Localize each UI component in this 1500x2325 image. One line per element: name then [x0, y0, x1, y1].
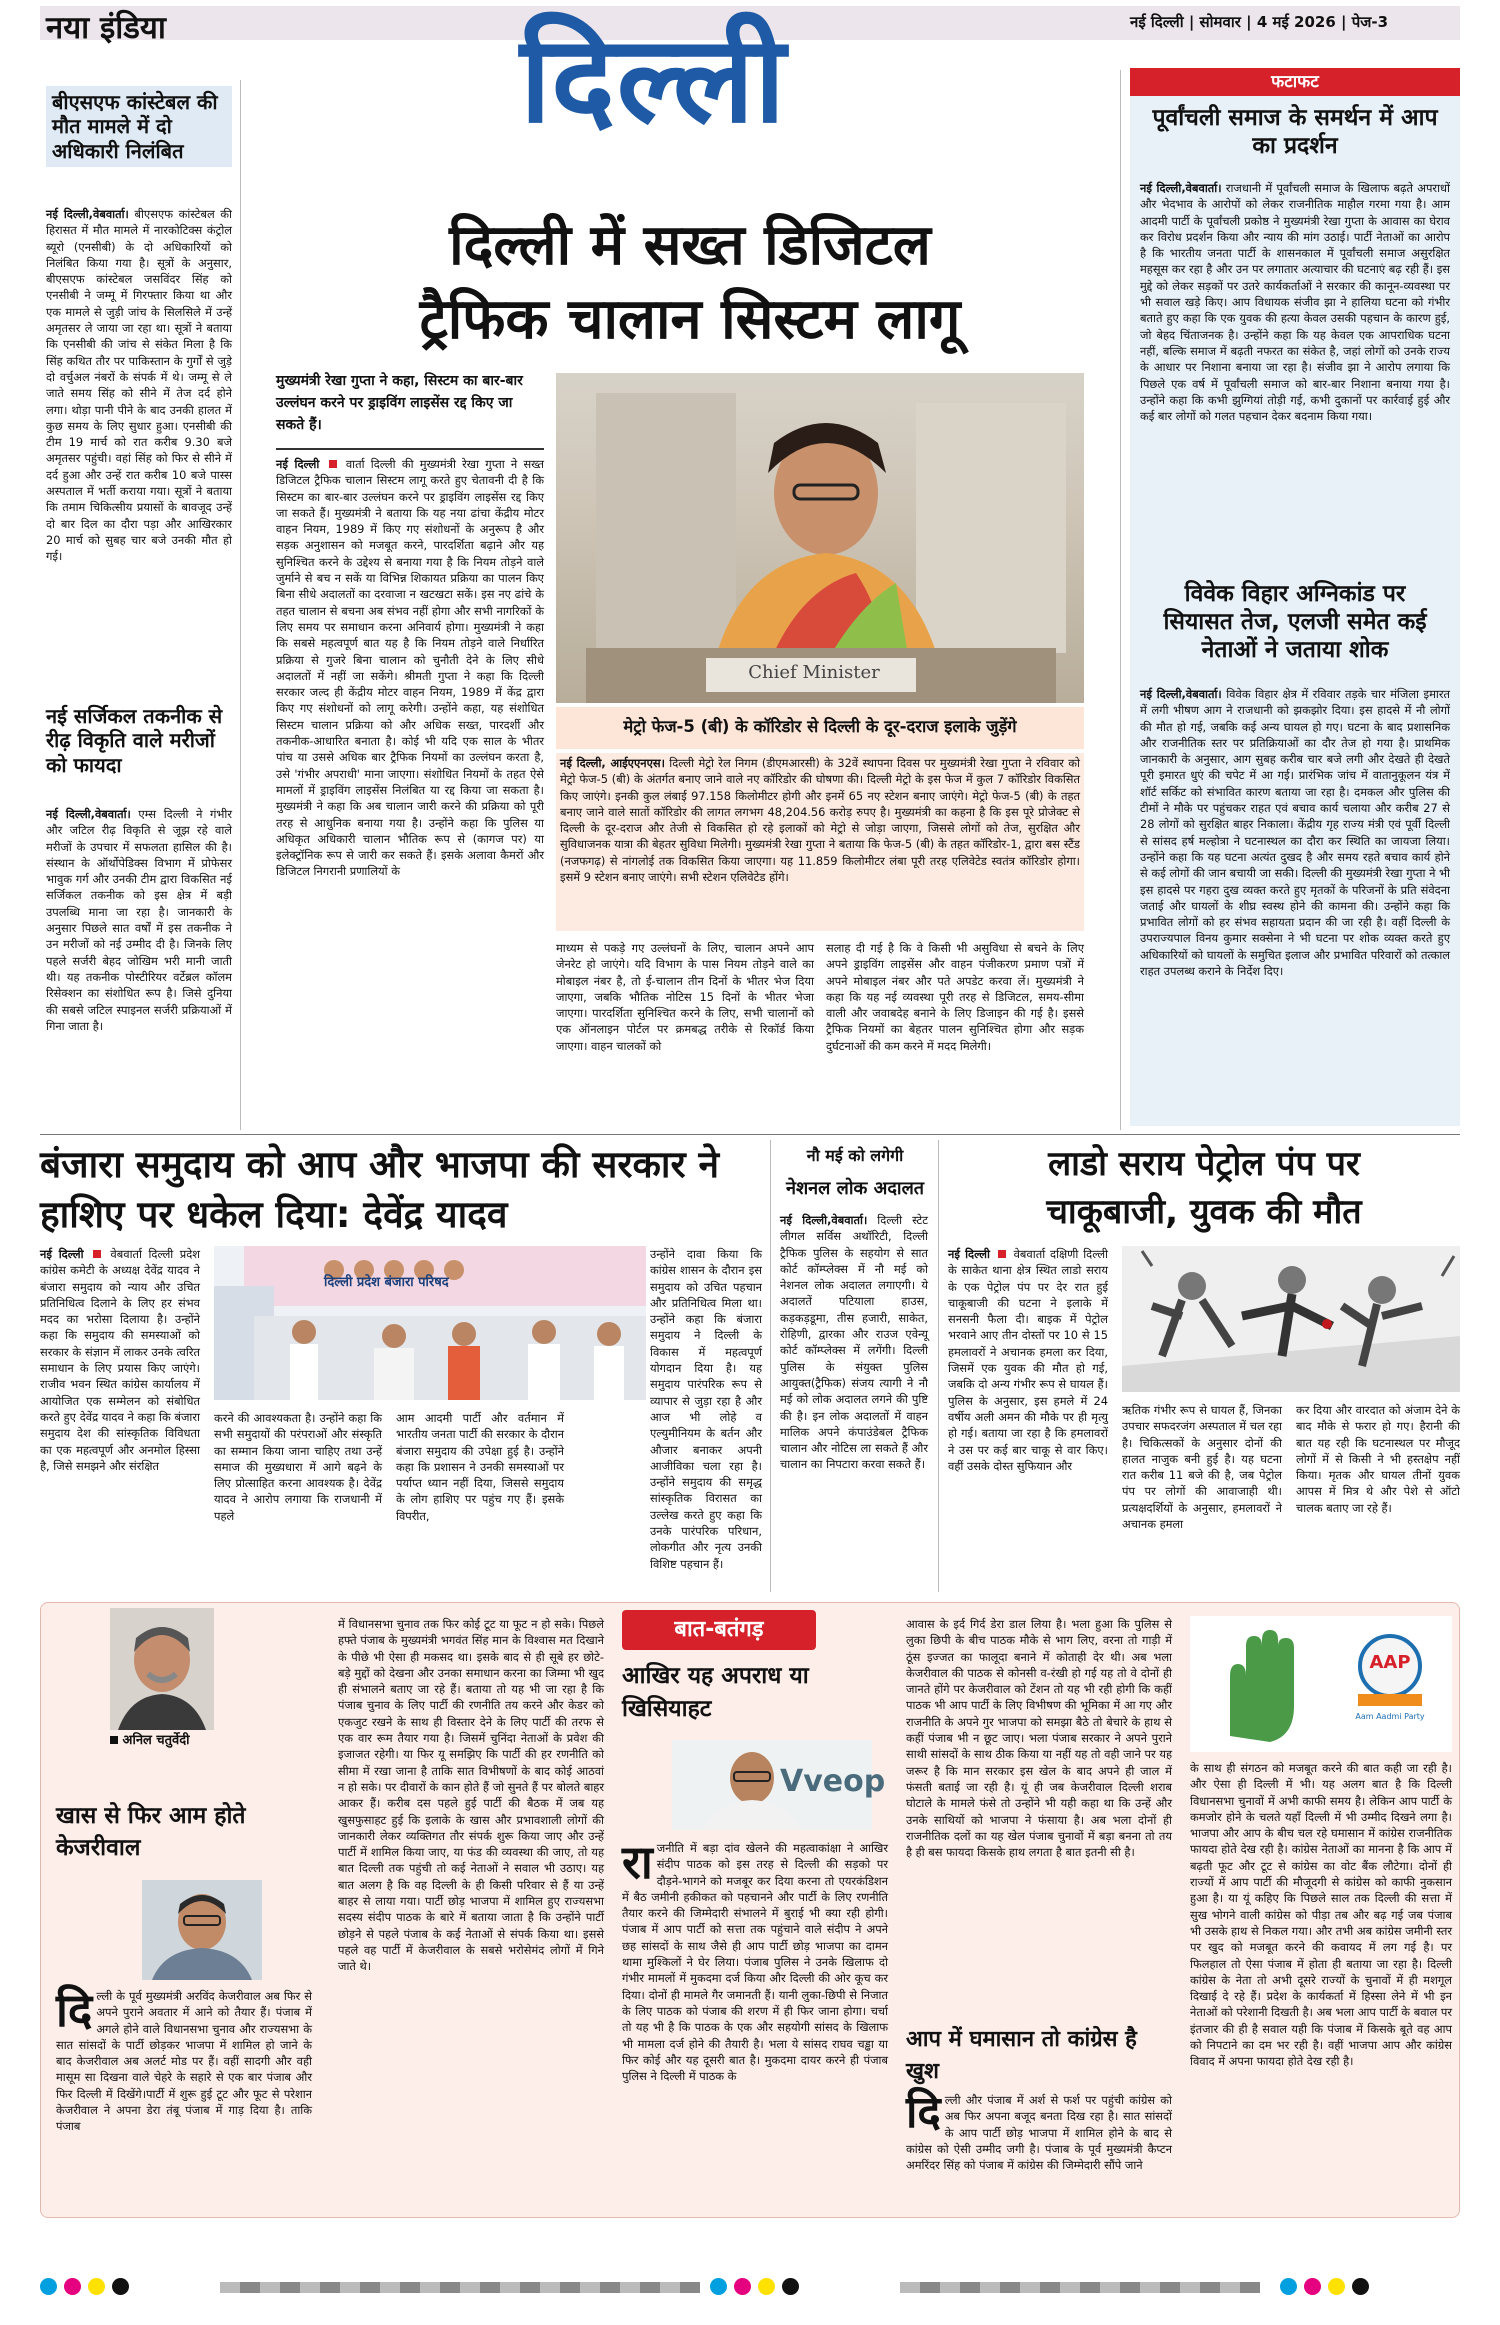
left-story-1-dateline: नई दिल्ली,वेबवार्ता। — [46, 207, 129, 221]
aap-logo-text: AAP — [1369, 1652, 1411, 1673]
lado-sarai-illustration — [1122, 1246, 1460, 1392]
fatafat-story1-dateline: नई दिल्ली,वेबवार्ता। — [1140, 181, 1222, 195]
banjara-agency: वेबवार्ता — [110, 1247, 142, 1261]
fatafat-story2-dateline: नई दिल्ली,वेबवार्ता। — [1140, 687, 1222, 701]
masthead-city: नई दिल्ली — [1130, 13, 1184, 31]
left-story-2-dateline: नई दिल्ली,वेबवार्ता। — [46, 807, 131, 821]
registration-dot — [1304, 2278, 1321, 2295]
byline-square-icon — [110, 1736, 118, 1744]
opinion-headline: खास से फिर आम होते केजरीवाल — [56, 1803, 246, 1861]
lado-sarai-body-col3: कर दिया और वारदात को अंजाम देने के बाद मौके से फरार हो गए। हैरानी की बात यह रही कि घटनास्थल पर मौजूद लोगों में से किसी ने भी हस्तक्षेप नहीं किया। मृतक और घायल तीनों युवक आपस में मित्र थे और पेशे से ऑटो चालक बताए जा रहे हैं। — [1296, 1403, 1460, 1515]
banjara-body-col1 — [40, 1246, 200, 1591]
print-marks-footer — [40, 2276, 1460, 2298]
registration-dots-left — [40, 2278, 136, 2299]
lado-sarai-agency: वेबवार्ता — [1013, 1247, 1046, 1261]
left-story-1-headline: बीएसएफ कांस्टेबल की मौत मामले में दो अधिकारी निलंबित — [52, 90, 218, 163]
author-byline — [110, 1730, 214, 1748]
fatafat-story1-text: राजधानी में पूर्वांचली समाज के खिलाफ बढ़ते अपराधों और भेदभाव के आरोपों को लेकर राजनीतिक माहौल गरमा गया है। आम आदमी पार्टी के पूर्वांचली प्रकोष्ठ ने मुख्यमंत्री रेखा गुप्ता के आवास का घेराव कर विरोध प्रदर्शन किया और न्याय की मांग उठाई। पार्टी नेताओं का आरोप है कि भारतीय जनता पार्टी के शासनकाल में पूर्वांचली समाज असुरक्षित महसूस कर रहा है और उन पर लगातार अत्याचार की घटनाएं बढ़ रही हैं। इस मुद्दे को लेकर सड़कों पर उतरे कार्यकर्ताओं ने सरकार की कानून-व्यवस्था पर भी सवाल खड़े किए। आप विधायक संजीव झा ने हालिया घटना को गंभीर बताते हुए कहा कि एक युवक की हत्या केवल उसकी पहचान के कारण हुई, जो बेहद चिंताजनक है। उन्होंने कहा कि यह केवल एक आपराधिक घटना नहीं, बल्कि समाज में बढ़ती नफरत का संकेत है, जहां लोगों को उनके राज्य के आधार पर निशाना बनाया जा रहा है। संजीव झा ने आरोप लगाया कि पिछले एक वर्ष में पूर्वांचली समाज को बार-बार निशाना बनाया गया है। उन्होंने कहा कि कभी झुग्गियां तोड़ी गई, कभी दुकानों पर कार्रवाई हुई और कई बार लोगों को गलत पहचान देकर बदनाम किया गया। — [1140, 181, 1450, 424]
metro-text: दिल्ली मेट्रो रेल निगम (डीएमआरसी) के 32वें स्थापना दिवस पर मुख्यमंत्री रेखा गुप्ता ने रविवार को मेट्रो फेज-5 (बी) के अंतर्गत बनाए जाने वाले नए कॉरिडोर की घोषणा की। दिल्ली मेट्रो के इस फेज में कुल 7 कॉरिडोर विकसित किए जाएंगे। इनकी कुल लंबाई 97.158 किलोमीटर होगी और इनमें 65 नए स्टेशन बनाए जाएंगे। मेट्रो फेज-5 (बी) के तहत बनाए जाने वाले सातों कॉरिडोर की लागत लगभग 48,204.56 करोड़ रुपए है। मुख्यमंत्री का कहना है कि इस पूरे प्रोजेक्ट से दिल्ली के दूर-दराज और तेजी से विकसित हो रहे इलाकों को मेट्रो से जोड़ा जाएगा, जिससे लोगों को तेज, सुरक्षित और सुविधाजनक यात्रा की बेहतर सुविधा मिलेगी। मुख्यमंत्री रेखा गुप्ता ने बताया कि फेज-5 (बी) के तहत कॉरिडोर-1, द्वारा बस स्टैंड (नजफगढ़) से नांगलोई तक विकसित किया जाएगा। यह 11.859 किलोमीटर लंबा पूरी तरह एलिवेटेड स्वतंत्र कॉरिडोर होगा। इसमें 9 स्टेशन बनाए जाएंगे। सभी स्टेशन एलिवेटेड होंगे। — [560, 756, 1081, 885]
banjara-dateline: नई दिल्ली — [40, 1247, 84, 1261]
registration-dot — [112, 2278, 129, 2295]
dateline-square-icon — [329, 460, 337, 468]
lado-sarai-body-col1 — [948, 1246, 1108, 1591]
lead-right-rule — [1120, 70, 1121, 1130]
baat-batangad-label: बात-बतंगड़ — [622, 1610, 816, 1650]
fatafat-story2-text: विवेक विहार क्षेत्र में रविवार तड़के चार मंजिला इमारत में लगी भीषण आग ने राजधानी को झकझोर दिया। इस हादसे में नौ लोगों की मौत हो गई, जबकि कई अन्य घायल हो गए। घटना के बाद प्रशासनिक और राजनीतिक स्तर पर प्रतिक्रियाओं का दौर तेज हो गया है। प्राथमिक जानकारी के अनुसार, आग सुबह करीब चार बजे लगी और देखते ही देखते पूरी इमारत धुएं की चपेट में आ गई। प्रारंभिक जांच में वातानुकूलन यंत्र में शॉर्ट सर्किट को संभावित कारण बताया जा रहा है। दमकल और पुलिस की टीमों ने मौके पर पहुंचकर राहत एवं बचाव कार्य चलाया और करीब 27 से 28 लोगों को सुरक्षित बाहर निकाला। केंद्रीय गृह राज्य मंत्री एवं पूर्वी दिल्ली से सांसद हर्ष मल्होत्रा ने घटनास्थल का दौरा कर स्थिति का जायजा लिया। उन्होंने कहा कि यह घटना अत्यंत दुखद है और समय रहते बचाव कार्य होने से कई लोगों की जान बचायी जा सकी। दिल्ली की मुख्यमंत्री रेखा गुप्ता ने भी इस हादसे पर गहरा दुख व्यक्त करते हुए मृतकों के परिजनों के प्रति संवेदना जताई और घायलों के शीघ्र स्वस्थ होने की कामना की। उन्होंने कहा कि प्रभावित लोगों को हर संभव सहायता प्रदान की जा रही है। वहीं दिल्ली के उपराज्यपाल विनय कुमार सक्सेना ने भी घटना पर शोक व्यक्त करते हुए अधिकारियों को घायलों के समुचित इलाज और प्रभावित परिवारों को तत्काल राहत उपलब्ध कराने के निर्देश दिए। — [1140, 687, 1450, 979]
lok-adalat-body — [780, 1212, 928, 1592]
lead-photo — [556, 373, 1084, 703]
registration-dots-right — [1280, 2278, 1376, 2299]
registration-dot — [710, 2278, 727, 2295]
nameplate-text: Chief Minister — [748, 662, 880, 683]
lead-body-col1 — [276, 456, 544, 1116]
opinion-col4-part2-text: ल्ली और पंजाब में अर्श से फर्श पर पहुंची कांग्रेस को अब फिर अपना बजूद बनता दिख रहा है। सात सांसदों के आप पार्टी छोड़ भाजपा में शामिल होने के बाद से कांग्रेस को ऐसी उम्मीद जगी है। पंजाब के पूर्व मुख्यमंत्री कैप्टन अमरिंदर सिंह को पंजाब में कांग्रेस की जिम्मेदारी सौंपे जाने — [906, 2093, 1172, 2173]
masthead-meta: नई दिल्ली | सोमवार | 4 मई 2026 | पेज-3 — [1130, 13, 1389, 31]
section-title: दिल्ली — [520, 11, 788, 150]
registration-dot — [1352, 2278, 1369, 2295]
stabbing-illustration-icon — [1122, 1246, 1460, 1392]
registration-dot — [758, 2278, 775, 2295]
metro-dateline: नई दिल्ली, आईएएनएस। — [560, 756, 665, 770]
lead-agency: वार्ता — [345, 457, 365, 471]
lead-dateline: नई दिल्ली — [276, 457, 320, 471]
banjara-photo-banner: दिल्ली प्रदेश बंजारा परिषद — [324, 1275, 449, 1290]
lok-adalat-dateline: नई दिल्ली,वेबवार्ता। — [780, 1213, 868, 1227]
registration-dot — [88, 2278, 105, 2295]
paper-name: नया इंडिया — [46, 10, 166, 46]
lead-body-col3: सलाह दी गई है कि वे किसी भी असुविधा से बचने के लिए अपने ड्राइविंग लाइसेंस और वाहन पंजीकरण प्रमाण पत्रों में अपने मोबाइल नंबर और पते अपडेट करवा लें। मुख्यमंत्री ने कहा कि यह नई व्यवस्था पूरी तरह से डिजिटल, समय-सीमा वाली और जवाबदेह बनाने के लिए डिजाइन की गई है। इससे ट्रैफिक नियमों का बेहतर पालन सुनिश्चित होगा और सड़क दुर्घटनाओं की कम करने में मदद मिलेगी। — [826, 941, 1084, 1053]
fatafat-story2-headline: विवेक विहार अग्निकांड पर सियासत तेज, एलजी समेत कई नेताओं ने जताया शोक — [1163, 581, 1427, 664]
lok-adalat-rule — [938, 1140, 939, 1592]
left-story-1-headline-box — [46, 86, 232, 167]
party-logos — [1190, 1616, 1452, 1752]
opinion-col3-text: जनीति में बड़ा दांव खेलने की महत्वाकांक्षा ने आखिर संदीप पाठक को इस तरह से दिल्ली की सड़को पर दौड़ने-भागने को मजबूर कर दिया करना तो एयरकंडिशन में बैठ जमीनी हकीकत को पहचानने और पार्टी के लिए रणनीति तैयार करने की जिम्मेदारी संभालने में बुराई भी क्या रही होगी। पंजाब में आप पार्टी को सत्ता तक पहुंचाने वाले संदीप ने अपने छह सांसदों के साथ जैसे ही आप पार्टी छोड़ भाजपा का दामन थामा मुश्किलों ने घेर लिया। पंजाब पुलिस ने उनके खिलाफ दो गंभीर मामलों में मुकदमा दर्ज किया और दिल्ली की ओर कूच कर दिया। दोनों ही मामले गैर जमानती हैं। यानी लुका-छिपी से निजात के लिए पाठक को पंजाब की शरण में ही फिर जाना होगा। चर्चा तो यह भी है कि पाठक के एक और सहयोगी सांसद के खिलाफ भी मामला दर्ज होने की तैयारी है। भला ये सांसद राघव चड्ढा या फिर कोई और यह दूसरी बात है। मुकदमा दायर करने ही पंजाब पुलिस ने दिल्ली में पाठक के — [622, 1841, 888, 2084]
banjara-body-col3: आम आदमी पार्टी और वर्तमान में भारतीय जनता पार्टी की सरकार के दौरान बंजारा समुदाय की उपेक्षा हुई है। उन्होंने कहा कि प्रशासन ने उनकी समस्याओं पर पर्याप्त ध्यान नहीं दिया, जिससे समुदाय के लोग हाशिए पर पहुंच गए हैं। इसके विपरीत, — [396, 1411, 564, 1523]
metro-headline-box — [556, 707, 1084, 749]
registration-dot — [1280, 2278, 1297, 2295]
left-column-rule — [240, 80, 241, 1130]
print-bar-right — [900, 2282, 1260, 2293]
aap-logo-sub: Aam Aadmi Party — [1355, 1712, 1425, 1721]
banjara-event-photo-icon — [214, 1246, 646, 1400]
banjara-headline: बंजारा समुदाय को आप और भाजपा की सरकार ने हाशिए पर धकेल दिया: देवेंद्र यादव — [40, 1143, 720, 1236]
lead-body-col2: माध्यम से पकड़े गए उल्लंघनों के लिए, चालान अपने आप जेनरेट हो जाएंगे। यदि विभाग के पास नियम तोड़ने वाले का मोबाइल नंबर है, तो ई-चालान तीन दिनों के भीतर भेज दिया जाएगा, जबकि भौतिक नोटिस 15 दिनों के भीतर भेजा जाएगा। पारदर्शिता सुनिश्चित करने के लिए, सभी चालानों को एक ऑनलाइन पोर्टल पर क्रमबद्ध तरीके से रिकॉर्ड किया जाएगा। वाहन चालकों को — [556, 941, 814, 1053]
kejriwal-photo — [142, 1880, 262, 1980]
banjara-body-col4: उन्होंने दावा किया कि कांग्रेस शासन के दौरान इस समुदाय को उचित पहचान और प्रतिनिधित्व मिला था। उन्होंने कहा कि बंजारा समुदाय ने दिल्ली के विकास में महत्वपूर्ण योगदान दिया है। यह समुदाय पारंपरिक रूप से व्यापार से जुड़ा रहा है और आज भी लोहे व एल्युमीनियम के बर्तन और औजार बनाकर अपनी आजीविका चला रहा है। उन्होंने समुदाय की समृद्ध सांस्कृतिक विरासत का उल्लेख करते हुए कहा कि उनके पारंपरिक परिधान, लोकगीत और नृत्य उनकी विशिष्ट पहचान हैं। — [650, 1247, 762, 1571]
opinion-col2: में विधानसभा चुनाव तक फिर कोई टूट या फूट न हो सके। पिछले हफ्ते पंजाब के मुख्यमंत्री भगवंत सिंह मान के विश्वास मत दिखाने के पीछे भी ऐसा ही मकसद था। इसके बाद से ही सूबे हर छोटे-बड़े मुद्दों को देखना और उनका समाधान करना का जिम्मा भी खुद ही संभालने बताए जा रहे हैं। बताया तो यह भी जा रहा है कि पंजाब चुनाव के लिए पार्टी की रणनीति तय करने और केडर को एकजुट रखने के साथ ही विस्तार देने के लिए पार्टी की तरफ से एक वार रूम तैयार गया है। जिसमें चुनिंदा नेताओं के प्रवेश की इजाजत रहेगी। या फिर यू समझिए कि पार्टी की हर रणनीति को सीमा में रखा जाना है ताकि सात विभीषणों के बाद कोई आठवां न हो सके। पर दीवारों के कान होते हैं जो सुनते हैं पर बोलते बाहर आकर हैं। करीब दस पहले हुई पार्टी की बैठक में जब यह खुसफुसाहट हुई कि इलाके के खास और प्रभावशाली लोगों की जानकारी लेकर व्यक्तिगत तौर संपर्क शुरू किया जाए और उन्हें पार्टी में शामिल किया जाए, या फंड की व्यवस्था की जाए, तो यह बात दिल्ली तक पहुंची तो कई नेताओं ने सवाल भी उठाए। यह बात अलग है कि वह दिल्ली के ही किसी परिवार से हैं या उन्हें बाहर से लाया गया। पार्टी छोड़ भाजपा में शामिल हुए राज्यसभा सदस्य संदीप पाठक के बारे में बताया जाता है कि उन्होंने पार्टी छोड़ने से पहले पंजाब के कई नेताओं से संपर्क किया था। इससे पहले वह पार्टी में केजरीवाल के सबसे भरोसेमंद लोगों में गिने जाते थे। — [338, 1617, 604, 1974]
fatafat-story2-body — [1140, 686, 1450, 1120]
print-bar-left — [220, 2282, 700, 2293]
banjara-rule — [770, 1140, 771, 1592]
opinion-col5: के साथ ही संगठन को मजबूत करने की बात कही जा रही है। और ऐसा ही दिल्ली में भी। यह अलग बात है कि दिल्ली विधानसभा चुनावों में अभी काफी समय है। लेकिन आप पार्टी के कमजोर होने के चलते यहाँ दिल्ली में भी उम्मीद दिखने लगा है। भाजपा और आप के बीच चल रहे घमासान में कांग्रेस राजनीतिक फायदा होते देख रही है। कांग्रेस नेताओं का मानना है कि आप में बढ़ती फूट और टूट से कांग्रेस का वोट बैंक लौटेगा। दोनों ही राज्यों में आप पार्टी की मौजूदगी से कांग्रेस को काफी नुकसान हुआ है। या यूं कहिए कि पिछले साल तक दिल्ली की सत्ता में सुख भोगने वाली कांग्रेस को पीड़ा तब और बढ़ गई जब पंजाब भी उसके हाथ से निकल गया। और तभी अब कांग्रेस जमीनी स्तर पर खुद को मजबूत करने की कवायद में लग गई है। पर फिलहाल तो ऐसा पंजाब में होता ही बताया जा रहा है। दिल्ली कांग्रेस के नेता तो अभी दूसरे राज्यों के चुनावों में ही मशगूल दिखाई दे रहे हैं। प्रदेश के कार्यकर्ता में हिस्सा लेने में भी इन नेताओं को परेशानी दिखती है। अब भला आप पार्टी के बवाल पर इंतजार की ही है सवाल यही कि पंजाब में किसके बूते वह आप को निपटाने का दम भर रही है। वहीं भाजपा आप और कांग्रेस विवाद में अपना फायदा होते देख रही है। — [1190, 1761, 1452, 2069]
registration-dot — [734, 2278, 751, 2295]
opinion-col3 — [622, 1835, 888, 2210]
chief-minister-photo-icon — [556, 373, 1084, 703]
left-story-1-text: बीएसएफ कांस्टेबल की हिरासत में मौत मामले में नारकोटिक्स कंट्रोल ब्यूरो (एनसीबी) के दो अधिकारियों को निलंबित किया गया है। सूत्रों के अनुसार, बीएसएफ कांस्टेबल जसविंदर सिंह को एनसीबी ने जम्मू में गिरफ्तार किया था और एक मामले से जुड़ी जांच के सिलसिले में उन्हें अमृतसर ले जाया जा रहा था। सूत्रों ने बताया कि एनसीबी की जांच से संकेत मिला है कि सिंह कथित तौर पर पाकिस्तान के गुर्गों से जुड़े दो वर्चुअल नंबरों के संपर्क में थे। जम्मू से ले जाते समय सिंह को सीने में तेज दर्द होने लगा। थोड़ा पानी पीने के बाद उनकी हालत में कुछ समय के लिए सुधार हुआ। एनसीबी की टीम 19 मार्च को रात करीब 9.30 बजे अमृतसर पहुंची। वहां सिंह को फिर से सीने में दर्द हुआ और उन्हें रात करीब 10 बजे पास्स अस्पताल में भर्ती कराया गया। सूत्रों ने बताया कि तमाम चिकित्सीय प्रयासों के बावजूद उन्हें दो बार दिल का दौरा पड़ा और आखिरकार 20 मार्च को सुबह चार बजे उनकी मौत हो गई। — [46, 207, 232, 564]
opinion-col4-part1: आवास के इर्द गिर्द डेरा डाल लिया है। भला हुआ कि पुलिस से लुका छिपी के बीच पाठक मौके से भाग लिए, वरना तो गाड़ी में ठूंस इज्जत का फालूदा बनाने में कोताही देर थी। अब भला केजरीवाल की पाठक से कोनसी व-रंखी हो गई यह तो वे दोनों ही जानते होंगे पर केजरीवाल को टेंशन तो यह भी रही होगी कि कहीं पाठक भी आप पार्टी के लिए विभीषण की भूमिका में आ गए और राजनीति के अपने गुर भाजपा को समझा बैठे तो बेचारे के हाथ से कहीं पंजाब भी न छूट जाए। भला पंजाब सरकार ने अपने पुराने साथी सांसदों के साथ ठीक किया या नहीं यह तो वही जाने पर यह जरूर है कि मान सरकार इस खेल के बाद अपने ही जाल में फंसती बताई जा रही है। यूं ही जब केजरीवाल दिल्ली शराब घोटाले के मामले फंसे तो उन्होंने भी यही कहा था कि उन्हें और उनके साथियों को भाजपा ने फंसाया है। अब भला दोनों ही राजनीतिक दलों का यह खेल पंजाब चुनावों में बड़ा बनना तो तय है ही बस फायदा किसके हाथ लगता है बात इतनी सी है। — [906, 1617, 1172, 1860]
congress-hand-icon — [1190, 1616, 1452, 1752]
dateline-square-icon — [93, 1250, 101, 1258]
registration-dot — [40, 2278, 57, 2295]
lead-intro: मुख्यमंत्री रेखा गुप्ता ने कहा, सिस्टम का बार-बार उल्लंघन करने पर ड्राइविंग लाइसेंस रद्द किए जा सकते हैं। — [276, 373, 523, 433]
fatafat-label: फटाफट — [1130, 68, 1460, 96]
top-section-rule — [40, 1134, 1460, 1135]
author-name: अनिल चतुर्वेदी — [122, 1733, 190, 1748]
fatafat-story1-headline: पूर्वांचली समाज के समर्थन में आप का प्रदर्शन — [1152, 105, 1438, 160]
kejriwal-portrait-icon — [142, 1880, 262, 1980]
sandeep-photo — [672, 1740, 886, 1830]
opinion-sub-headline: आखिर यह अपराध या खिसियाहट — [622, 1663, 809, 1722]
opinion-drop-cap-3: दि — [906, 2087, 941, 2138]
lado-sarai-headline-line1: लाडो सराय पेट्रोल पंप पर — [1048, 1144, 1360, 1184]
banjara-body-col2: करने की आवश्यकता है। उन्होंने कहा कि सभी समुदायों की परंपराओं और संस्कृति का सम्मान किया जाना चाहिए तथा उन्हें समाज की मुख्यधारा में आगे बढ़ने के लिए प्रोत्साहित करना आवश्यक है। देवेंद्र यादव ने आरोप लगाया कि राजधानी में पहले — [214, 1411, 382, 1523]
banjara-photo — [214, 1246, 646, 1400]
masthead-day: सोमवार — [1199, 13, 1241, 31]
left-story-2-text: एम्स दिल्ली ने गंभीर और जटिल रीढ़ विकृति से जूझ रहे वाले मरीजों के उपचार में सफलता हासिल की है। संस्थान के ऑर्थोपेडिक्स विभाग में प्रोफेसर भावुक गर्ग और उनकी टीम द्वारा विकसित नई सर्जिकल तकनीक को इस क्षेत्र में बड़ी उपलब्धि माना जा रहा है। जानकारी के अनुसार पिछले सात वर्षों में इस तकनीक ने उन मरीजों को नई उम्मीद दी है। जिनके लिए पहले सर्जरी बेहद जोखिम भरी मानी जाती थी। यह तकनीक पोस्टीरियर वर्टेब्रल कॉलम रिसेक्शन का संशोधित रूप है। जिसे दुनिया की सबसे जटिल स्पाइनल सर्जरी प्रक्रियाओं में गिना जाता है। — [46, 807, 232, 1033]
registration-dot — [64, 2278, 81, 2295]
author-portrait-icon — [110, 1608, 214, 1730]
opinion-col4-part2 — [906, 2087, 1172, 2210]
lado-sarai-body-col2: ऋतिक गंभीर रूप से घायल हैं, जिनका उपचार सफदरजंग अस्पताल में चल रहा है। चिकित्सकों के अनुसार दोनों की हालत नाजुक बनी हुई है। यह घटना रात करीब 11 बजे की है, जब पेट्रोल पंप पर लोगों की आवाजाही थी। प्रत्यक्षदर्शियों के अनुसार, हमलावरों ने अचानक हमला — [1122, 1403, 1282, 1532]
opinion-col1 — [56, 1983, 312, 2210]
lado-sarai-dateline: नई दिल्ली — [948, 1247, 990, 1261]
left-story-1-body — [46, 206, 232, 696]
opinion-col1-text: ल्ली के पूर्व मुख्यमंत्री अरविंद केजरीवाल अब फिर से अपने पुराने अवतार में आने को तैयार हैं। पंजाब में अगले होने वाले विधानसभा चुनाव और राज्यसभा के सात सांसदों के पार्टी छोड़कर भाजपा में शामिल हो जाने के बाद केजरीवाल अब अलर्ट मोड पर हैं। वहीं सादगी और वही मासूम सा दिखना वाले चेहरे के सहारे से एक बार पंजाब और फिर दिल्ली में दिखेंगे।पार्टी में शुरू हुई टूट और फूट से परेशान केजरीवाल ने अपना डेरा तंबू पंजाब में गाड़ दिया है। ताकि पंजाब — [56, 1989, 312, 2134]
metro-headline: मेट्रो फेज-5 (बी) के कॉरिडोर से दिल्ली के दूर-दराज इलाके जुड़ेंगे — [623, 717, 1017, 736]
opinion-drop-cap-2: रा — [622, 1835, 653, 1889]
lead-body-col1-text: दिल्ली की मुख्यमंत्री रेखा गुप्ता ने सख्त डिजिटल ट्रैफिक चालान सिस्टम लागू करते हुए चेतावनी दी है कि सिस्टम का बार-बार उल्लंघन करने पर ड्राइविंग लाइसेंस रद्द किए जा सकते हैं। मुख्यमंत्री ने बताया कि यह नया ढांचा केंद्रीय मोटर वाहन नियम, 1989 में किए गए संशोधनों के अनुरूप है और सड़क अनुशासन को मजबूत करने, पारदर्शिता बढ़ाने और यह सुनिश्चित करने के उद्देश्य से बनाया गया है कि नियम तोड़ने वाले जुर्माने से बच न सकें या विभिन्न शिकायत प्रक्रिया का पालन किए बिना सीधे अदालतों का दरवाजा न खटखटा सकें। इस नए ढांचे के तहत चालान से बचना अब संभव नहीं होगा और सभी नागरिकों के लिए समय पर समाधान करना अनिवार्य होगा। मुख्यमंत्री ने कहा कि सबसे महत्वपूर्ण बात यह है कि नियम तोड़ने वाले निर्धारित प्रक्रिया से गुजरे बिना चालान को चुनौती देने के लिए सीधे अदालतों में नहीं जा सकेंगे। श्रीमती गुप्ता ने कहा कि दिल्ली सरकार जल्द ही केंद्रीय मोटर वाहन नियम, 1989 में केंद्र द्वारा किए गए संशोधनों को लागू करेगी। उन्होंने कहा, यह संशोधित सिस्टम चालान प्रक्रिया को और अधिक सख्त, पारदर्शी और तकनीक-आधारित बनाता है। कोई भी यदि एक साल के भीतर पांच या उससे अधिक बार ट्रैफिक नियमों का उल्लंघन करता है, उसे 'गंभीर अपराधी' माना जाएगा। संशोधित नियमों के तहत ऐसे मामलों में ड्राइविंग लाइसेंस निलंबित या रद्द किया जा सकता है। मुख्यमंत्री ने कहा कि अब चालान जारी करने की प्रक्रिया को पूरी तरह से आधुनिक बनाया गया है। उन्होंने कहा कि पुलिस या अधिकृत अधिकारी चालान भौतिक रूप से (कागज पर) या इलेक्ट्रॉनिक रूप से जारी कर सकते हैं। इसके अलावा कैमरों और डिजिटल निगरानी प्रणालियों के — [276, 457, 545, 879]
lead-intro-rule — [276, 448, 544, 450]
left-story-2-headline: नई सर्जिकल तकनीक से रीढ़ विकृति वाले मरीजों को फायदा — [46, 704, 223, 777]
masthead-date: 4 मई 2026 — [1256, 13, 1336, 31]
lead-headline-line2: ट्रैफिक चालान सिस्टम लागू — [419, 287, 961, 352]
registration-dot — [782, 2278, 799, 2295]
lok-adalat-text: दिल्ली स्टेट लीगल सर्विस अथॉरिटी, दिल्ली ट्रैफिक पुलिस के सहयोग से सात कोर्ट कॉम्प्लेक्स में नौ मई को नेशनल लोक अदालत लगाएगी। ये अदालतें पटियाला हाउस, कड़कड़डूमा, तीस हजारी, साकेत, रोहिणी, द्वारका और राउज एवेन्यू कोर्ट कॉम्प्लेक्स में लगेंगी। दिल्ली पुलिस के संयुक्त पुलिस आयुक्त(ट्रैफिक) संजय त्यागी ने नौ मई को लोक अदालत लगने की पुष्टि की है। इन लोक अदालतों में वाहन मालिक अपने कंपाउंडेबल ट्रैफिक चालान और नोटिस ला सकते हैं और चालान का निपटारा करवा सकते हैं। — [780, 1213, 928, 1472]
banjara-body-col1-text: दिल्ली प्रदेश कांग्रेस कमेटी के अध्यक्ष देवेंद्र यादव ने बंजारा समुदाय को न्याय और उचित प्रतिनिधित्व दिलाने के लिए हर संभव मदद का भरोसा दिलाया है। उन्होंने कहा कि समुदाय की समस्याओं को सरकार के संज्ञान में लाकर उनके त्वरित समाधान के लिए प्रयास किए जाएंगे। राजीव भवन स्थित कांग्रेस कार्यालय में आयोजित एक सम्मेलन को संबोधित करते हुए देवेंद्र यादव ने कहा कि बंजारा समुदाय देश की सांस्कृतिक विविधता का एक महत्वपूर्ण और अनमोल हिस्सा है, जिसे समझने और संरक्षित — [40, 1247, 200, 1473]
opinion-sub-headline-2: आप में घमासान तो कांग्रेस है खुश — [906, 2027, 1137, 2084]
lead-headline-line1: दिल्ली में सख्त डिजिटल — [449, 213, 931, 278]
lok-adalat-headline-line2: नेशनल लोक अदालत — [785, 1178, 925, 1199]
left-story-2-body — [46, 806, 232, 1126]
lado-sarai-body-col1-text: दक्षिणी दिल्ली के साकेत थाना क्षेत्र स्थित लाडो सराय के एक पेट्रोल पंप पर देर रात हुई चाकूबाजी की घटना ने इलाके में सनसनी फैला दी। बाइक में पेट्रोल भरवाने आए तीन दोस्तों पर 10 से 15 हमलावरों ने अचानक हमला कर दिया, जिसमें एक युवक की मौत हो गई, जबकि दो अन्य गंभीर रूप से घायल हैं। पुलिस के अनुसार, इस हमले में 24 वर्षीय अली अमन की मौके पर ही मृत्यु हो गई। बताया जा रहा है कि हमलावरों ने उस पर कई बार चाकू से वार किए। वहीं उसके दोस्त सुफियान और — [948, 1247, 1109, 1473]
masthead-page: पेज-3 — [1351, 13, 1389, 31]
opinion-drop-cap: दि — [56, 1983, 93, 2037]
dateline-square-icon — [998, 1250, 1006, 1258]
sandeep-photo-backdrop-text: Vveop — [780, 1764, 886, 1799]
lok-adalat-headline-line1: नौ मई को लगेगी — [806, 1146, 904, 1165]
author-photo — [110, 1608, 214, 1730]
registration-dots-center — [710, 2278, 806, 2299]
lado-sarai-headline-line2: चाकूबाजी, युवक की मौत — [1046, 1192, 1362, 1232]
registration-dot — [1328, 2278, 1345, 2295]
fatafat-story1-body — [1140, 180, 1450, 574]
metro-body — [556, 753, 1084, 931]
